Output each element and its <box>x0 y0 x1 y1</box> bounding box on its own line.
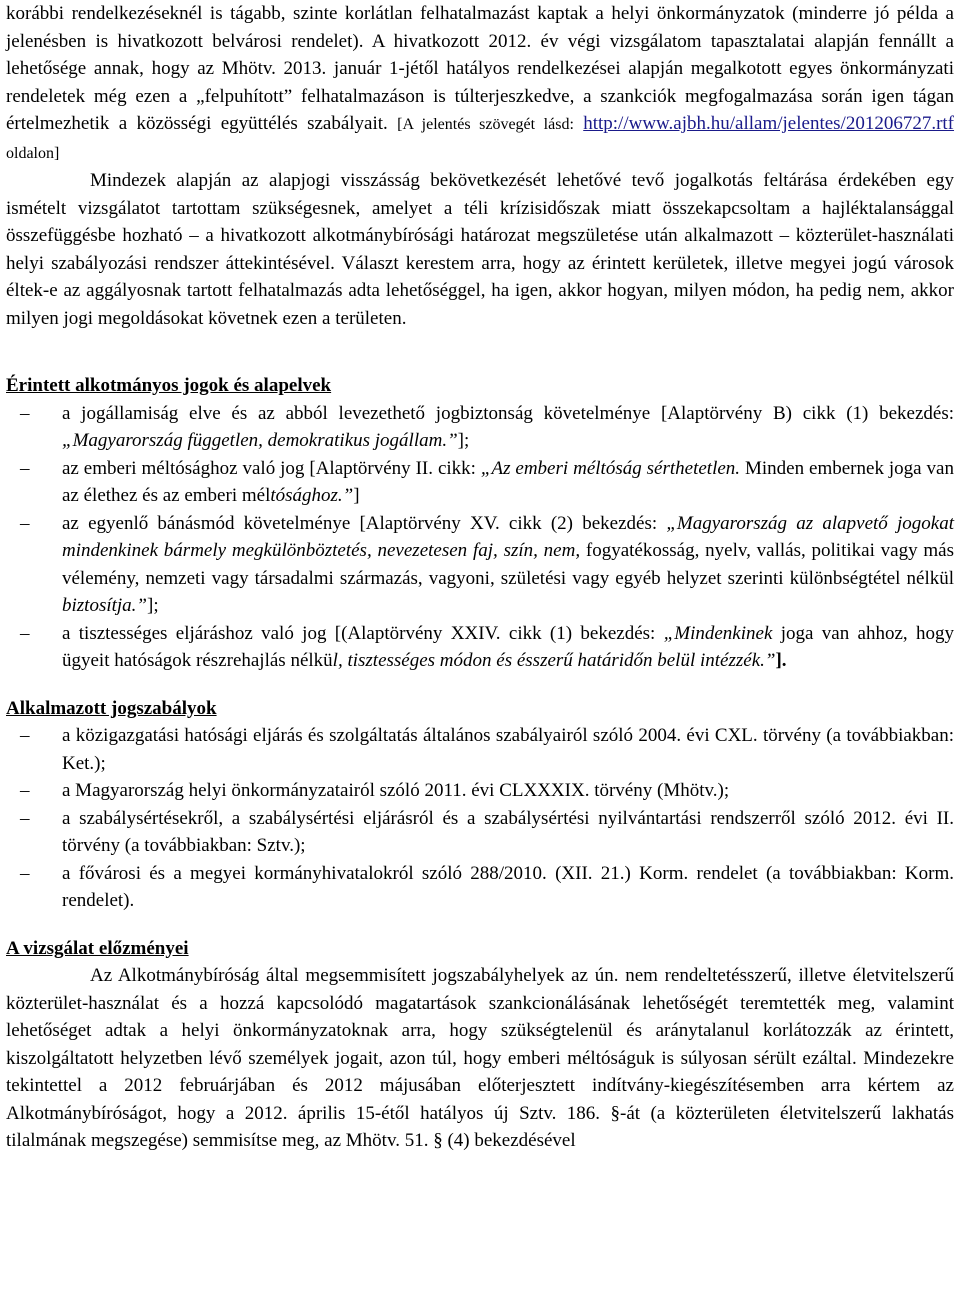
dash-bullet: – <box>20 512 30 534</box>
list-item: – az egyenlő bánásmód követelménye [Alaptörvény XV. cikk (2) bekezdés: „Magyarország az alapvető jogokat mindenkinek bármely megkülönböztetés, nevezetesen faj, szín, nem, fogyatékosság, nyelv, vallás, politikai vagy más vélemény, nemzeti vagy társadalmi származás, vagyoni, születési vagy egyéb helyzet szerinti különbségtétel nélkül biztosítja.”]; <box>6 510 954 620</box>
body-paragraph: Mindezek alapján az alapjogi visszásság bekövetkezését lehetővé tevő jogalkotás feltárása érdekében egy ismételt vizsgálatot tartottam szükségesnek, amelyet a téli krízisidőszak miatt összekapcsoltam a hajléktalansággal összefüggésbe hozható – a hivatkozott alkotmánybírósági határozat megszületése után alkalmazott – közterület-használati helyi szabályozási rendszer áttekintésével. Választ kerestem arra, hogy az érintett kerületek, illetve megyei jogú városok éltek-e az aggályosnak tartott felhatalmazás adta lehetőséggel, ha igen, akkor hogyan, milyen módon, ha pedig nem, akkor milyen jogi megoldásokat követnek ezen a területen. <box>6 170 954 329</box>
dash-bullet: – <box>20 457 30 479</box>
list-item: – a jogállamiság elve és az abból levezethető jogbiztonság követelménye [Alaptörvény B) cikk (1) bekezdés: „Magyarország független, demokratikus jogállam.”]; <box>6 400 954 455</box>
rights-list <box>6 400 954 675</box>
list-item: – a Magyarország helyi önkormányzatairól szóló 2011. évi CLXXXIX. törvény (Mhötv.); <box>6 777 954 805</box>
dash-bullet: – <box>20 807 30 829</box>
intro-text: korábbi rendelkezéseknél is tágabb, szinte korlátlan felhatalmazást kaptak a helyi önkormányzatok (minderre jó példa a jelenésben is hivatkozott belvárosi rendelet). A hivatkozott 2012. év végi vizsgálatom tapasztalatai alapján fennállt a lehetősége annak, hogy az Mhötv. 2013. január 1-jétől hatályos rendelkezései alapján megalkotott egyes önkormányzati rendeletek még ezen a „felpuhított” felhatalmazáson is túlterjeszkedve, a szankciók megfogalmazása során igen tágan értelmezhetik a közösségi együttélés szabályait. <box>6 3 954 134</box>
list-item: – az emberi méltósághoz való jog [Alaptörvény II. cikk: „Az emberi méltóság sérthetetlen. Minden embernek joga van az élethez és az emberi méltósághoz.”] <box>6 455 954 510</box>
list-item: – a tisztességes eljáráshoz való jog [(Alaptörvény XXIV. cikk (1) bekezdés: „Mindenkinek joga van ahhoz, hogy ügyeit hatóságok részrehajlás nélkül, tisztességes módon és ésszerű határidőn belül intézzék.”]. <box>6 620 954 675</box>
section-heading-rights: Érintett alkotmányos jogok és alapelvek <box>6 375 332 396</box>
list-item: – a közigazgatási hatósági eljárás és szolgáltatás általános szabályairól szóló 2004. évi CXL. törvény (a továbbiakban: Ket.); <box>6 722 954 777</box>
dash-bullet: – <box>20 862 30 884</box>
intro-paragraph <box>6 0 954 167</box>
section-heading-history: A vizsgálat előzményei <box>6 937 189 959</box>
section-heading-laws: Alkalmazott jogszabályok <box>6 697 217 719</box>
reference-suffix: oldalon] <box>6 144 60 162</box>
list-item: – a fővárosi és a megyei kormányhivatalokról szóló 288/2010. (XII. 21.) Korm. rendelet (a továbbiakban: Korm. rendelet). <box>6 860 954 915</box>
history-paragraph: Az Alkotmánybíróság által megsemmisített jogszabályhelyek az ún. nem rendeltetésszerű, illetve életvitelszerű közterület-használat és a hozzá kapcsolódó magatartások szankcionálásának lehetőségét teremtették meg, valamint lehetőséget adtak a helyi önkormányzatoknak arra, hogy szükségtelenül és aránytalanul korlátozzák az érintett, kiszolgáltatott helyzetben lévő személyek jogait, azon túl, hogy emberi méltóságuk is súlyosan sérült ezáltal. Mindezekre tekintettel a 2012 februárjában és 2012 májusában előterjesztett indítvány-kiegészítésemben arra kértem az Alkotmánybíróságot, hogy a 2012. április 15-étől hatályos új Sztv. 186. §-át (a közterületen életvitelszerű lakhatás tilalmának megszegése) semmisítse meg, az Mhötv. 51. § (4) bekezdésével <box>6 965 954 1151</box>
laws-list <box>6 722 954 915</box>
reference-prefix: [A jelentés szövegét lásd: <box>397 116 574 133</box>
dash-bullet: – <box>20 622 30 644</box>
dash-bullet: – <box>20 402 30 424</box>
dash-bullet: – <box>20 725 30 746</box>
report-link[interactable]: http://www.ajbh.hu/allam/jelentes/201206727.rtf <box>583 113 955 134</box>
dash-bullet: – <box>20 780 30 801</box>
list-item: – a szabálysértésekről, a szabálysértési eljárásról és a szabálysértési nyilvántartási rendszerről szóló 2012. évi II. törvény (a továbbiakban: Sztv.); <box>6 805 954 860</box>
